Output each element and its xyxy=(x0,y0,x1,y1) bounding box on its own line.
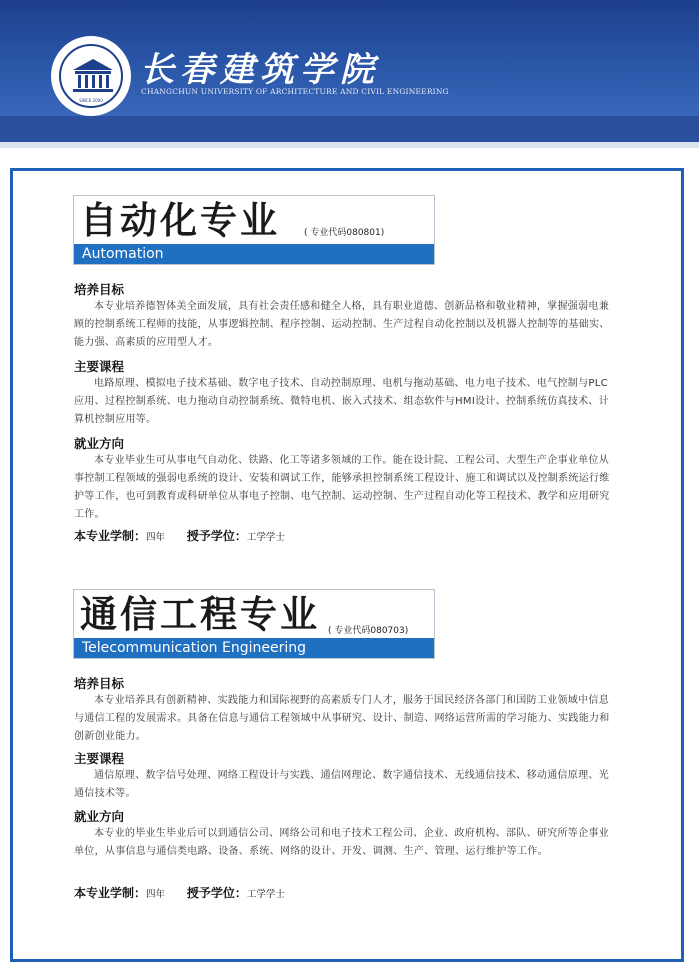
major-english-name: Telecommunication Engineering xyxy=(74,638,434,658)
university-name-en: CHANGCHUN UNIVERSITY OF ARCHITECTURE AND CIVIL ENGINEERING xyxy=(141,87,449,96)
degree-value: 工学学士 xyxy=(246,889,285,900)
major-code: ( 专业代码080703) xyxy=(328,626,409,636)
major-english-name: Automation xyxy=(74,244,434,264)
section-text-goal: 本专业培养德智体美全面发展，具有社会责任感和健全人格，具有职业道德、创新品格和敬业精神，掌握强弱电兼顾的控制系统工程师的技能，从事逻辑控制、程序控制、运动控制、生产过程自动化控制以及机器人控制等的基础实、能力强、高素质的应用型人才。 xyxy=(74,301,610,348)
major-title-box-automation xyxy=(73,195,435,265)
university-name-cn: 长春建筑学院 xyxy=(140,50,380,90)
section-heading-career: 就业方向 xyxy=(74,436,125,451)
section-text-goal: 本专业培养具有创新精神、实践能力和国际视野的高素质专门人才，服务于国民经济各部门和国防工业领域中信息与通信工程的发展需求。具备在信息与通信工程领域中从事研究、设计、制造、网络运营所需的学习能力、实践能力和创新创业能力。 xyxy=(74,695,610,742)
degree-value: 工学学士 xyxy=(246,532,285,543)
duration-label: 本专业学制： xyxy=(74,886,147,900)
section-heading-courses: 主要课程 xyxy=(74,359,125,374)
building-icon xyxy=(69,56,117,96)
section-heading-goal: 培养目标 xyxy=(74,676,125,691)
degree-label: 授予学位： xyxy=(186,529,247,543)
major-title-box-telecom xyxy=(73,589,435,659)
section-text-courses: 通信原理、数字信号处理、网络工程设计与实践、通信网理论、数字通信技术、无线通信技术、移动通信原理、光通信技术等。 xyxy=(74,770,609,799)
section-heading-courses: 主要课程 xyxy=(74,751,125,766)
duration-label: 本专业学制： xyxy=(74,529,147,543)
program-info-automation xyxy=(74,527,303,544)
section-text-career: 本专业毕业生可从事电气自动化、铁路、化工等诸多领域的工作。能在设计院、工程公司、大型生产企事业单位从事控制工程领域的强弱电系统的设计、安装和调试工作，能够承担控制系统工程设计、施工和调试以及控制系统运行维护等工作，也可到教育或科研单位从事电子控制、电气控制、运动控制、生产过程自动化等工程技术、教学和应用研究工作。 xyxy=(74,455,610,520)
section-heading-goal: 培养目标 xyxy=(74,282,125,297)
major-title: 自动化专业 xyxy=(80,199,280,242)
degree-label: 授予学位： xyxy=(186,886,247,900)
banner-strip xyxy=(0,116,699,142)
university-seal xyxy=(51,36,131,116)
major-code: ( 专业代码080801) xyxy=(304,228,385,238)
section-heading-career: 就业方向 xyxy=(74,809,125,824)
header-banner xyxy=(0,0,699,116)
duration-value: 四年 xyxy=(146,532,166,543)
section-text-career: 本专业的毕业生毕业后可以到通信公司、网络公司和电子技术工程公司、企业、政府机构、部队、研究所等企事业单位，从事信息与通信类电路、设备、系统、网络的设计、开发、调测、生产、管理、运行维护等工作。 xyxy=(74,828,609,857)
banner-strip-light xyxy=(0,142,699,148)
program-info-telecom xyxy=(74,884,303,901)
major-title: 通信工程专业 xyxy=(80,593,320,636)
duration-value: 四年 xyxy=(146,889,166,900)
section-text-courses: 电路原理、模拟电子技术基础、数字电子技术、自动控制原理、电机与拖动基础、电力电子技术、电气控制与PLC应用、过程控制系统、电力拖动自动控制系统、微特电机、嵌入式技术、组态软件与HMI设计、控制系统仿真技术、计算机控制应用等。 xyxy=(74,378,609,425)
seal-year: SINCE 2000 xyxy=(79,98,103,103)
